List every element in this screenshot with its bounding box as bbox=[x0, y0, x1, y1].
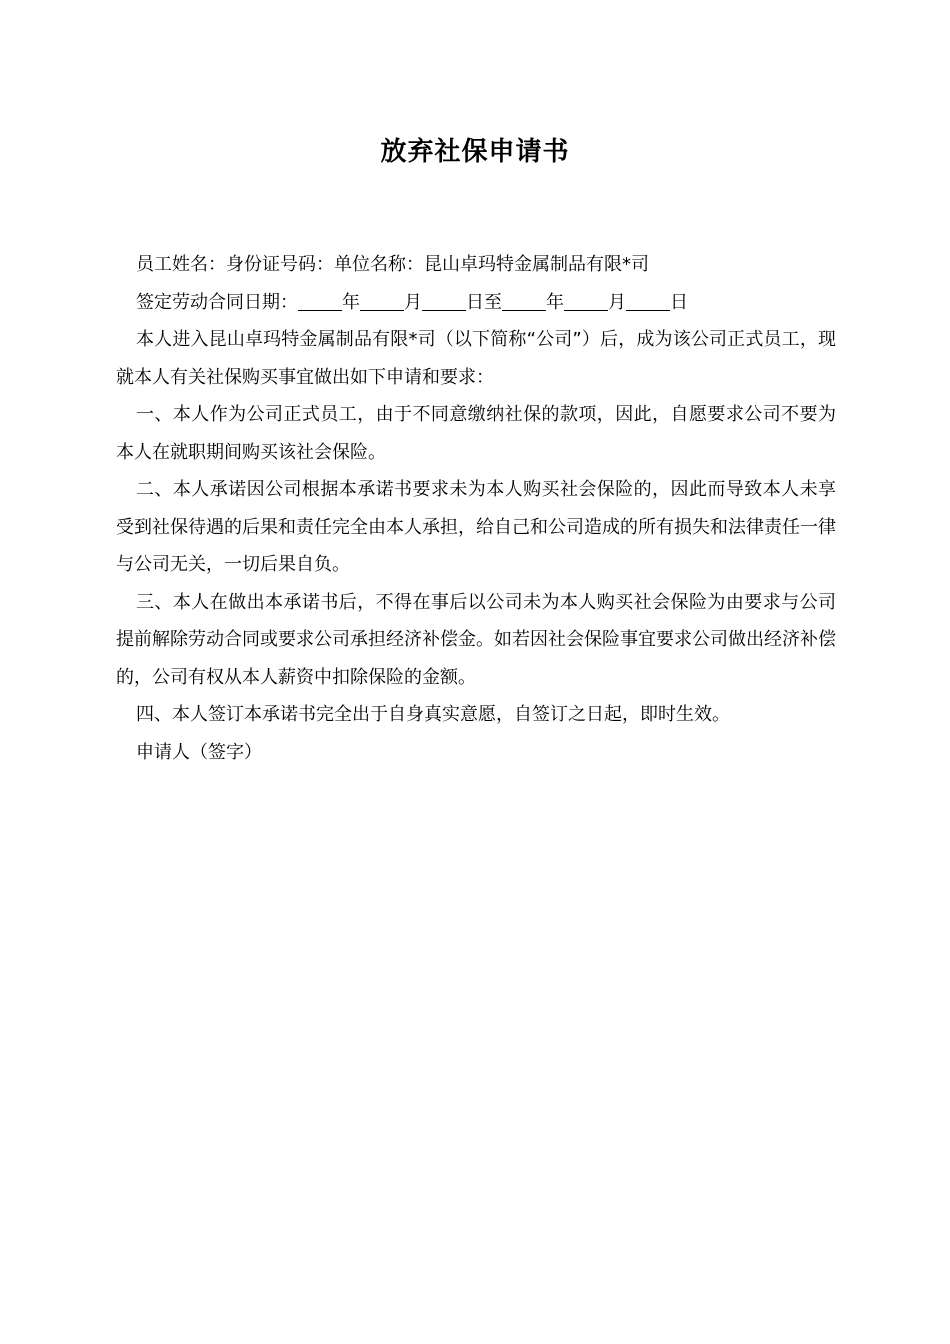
blank-day-end bbox=[626, 292, 670, 311]
signature-label: 申请人（签字） bbox=[136, 741, 262, 763]
contract-date-line bbox=[116, 284, 836, 322]
paragraph-clause-2: 二、本人承诺因公司根据本承诺书要求未为本人购买社会保险的，因此而导致本人未享受到社保待遇的后果和责任完全由本人承担，给自己和公司造成的所有损失和法律责任一律与公司无关，一切后果自负。 bbox=[116, 479, 836, 575]
paragraph-intro: 本人进入昆山卓玛特金属制品有限*司（以下简称“公司”）后，成为该公司正式员工，现就本人有关社保购买事宜做出如下申请和要求： bbox=[116, 329, 836, 388]
employee-info-line: 员工姓名：身份证号码：单位名称：昆山卓玛特金属制品有限*司 bbox=[136, 254, 649, 275]
blank-year-end bbox=[502, 292, 546, 311]
blank-month-start bbox=[360, 292, 404, 311]
day-start-label: 日至 bbox=[466, 291, 502, 313]
month-end-label: 月 bbox=[608, 291, 626, 313]
year-start-label: 年 bbox=[342, 291, 360, 313]
month-start-label: 月 bbox=[404, 291, 422, 313]
paragraph-clause-3: 三、本人在做出本承诺书后，不得在事后以公司未为本人购买社会保险为由要求与公司提前解除劳动合同或要求公司承担经济补偿金。如若因社会保险事宜要求公司做出经济补偿的，公司有权从本人薪资中扣除保险的金额。 bbox=[116, 591, 836, 688]
paragraph-clause-4: 四、本人签订本承诺书完全出于自身真实意愿，自签订之日起，即时生效。 bbox=[136, 704, 730, 725]
document-title: 放弃社保申请书 bbox=[380, 137, 570, 167]
day-end-label: 日 bbox=[670, 291, 688, 313]
contract-date-label: 签定劳动合同日期： bbox=[136, 291, 298, 313]
blank-month-end bbox=[564, 292, 608, 311]
year-end-label: 年 bbox=[546, 291, 564, 313]
document-body bbox=[116, 246, 836, 771]
blank-year-start bbox=[298, 292, 342, 311]
paragraph-clause-1: 一、本人作为公司正式员工，由于不同意缴纳社保的款项，因此，自愿要求公司不要为本人在就职期间购买该社会保险。 bbox=[116, 404, 836, 463]
blank-day-start bbox=[422, 292, 466, 311]
